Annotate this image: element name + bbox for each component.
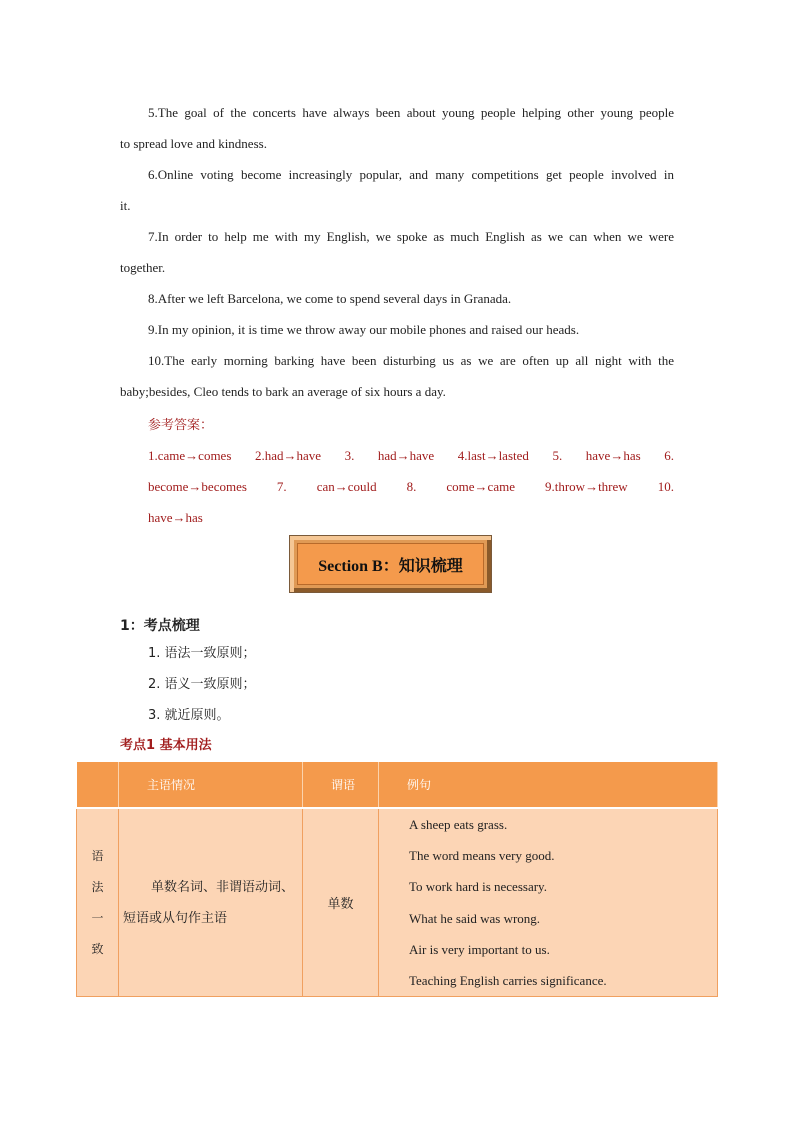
example-sentence: What he said was wrong. bbox=[409, 910, 541, 926]
sentence-7-line2: together. bbox=[120, 260, 166, 275]
table-row bbox=[77, 808, 718, 997]
example-sentence: Air is very important to us. bbox=[409, 941, 550, 957]
point-item-2: 2. 语义一致原则； bbox=[148, 677, 256, 692]
example-sentence: Teaching English carries significance. bbox=[409, 973, 607, 989]
point-item-3: 3. 就近原则。 bbox=[148, 708, 230, 723]
answer-token: 8. bbox=[406, 479, 417, 494]
answers-line-3 bbox=[148, 502, 203, 533]
example-sentence: The word means very good. bbox=[409, 848, 555, 864]
answer-token: 7. bbox=[276, 479, 287, 494]
predicate-cell bbox=[303, 808, 379, 997]
answer-token: have→has bbox=[148, 510, 203, 525]
sentence-5-line2: to spread love and kindness. bbox=[120, 136, 267, 151]
answer-token: 2.had→have bbox=[254, 448, 322, 463]
subject-text: 单数名词、非谓语动词、短语或从句作主语 bbox=[123, 879, 295, 926]
sentence-9: 9.In my opinion, it is time we throw away our mobile phones and raised our heads. bbox=[148, 322, 580, 337]
category-char: 法 bbox=[91, 879, 104, 894]
sentence-10-line1: 10.The early morning barking have been disturbing us as we are often up all night with the bbox=[148, 353, 674, 368]
answer-token: 9.throw→threw bbox=[544, 479, 628, 494]
header-cell-blank bbox=[77, 762, 119, 808]
category-cell bbox=[77, 808, 119, 997]
examples-cell bbox=[379, 808, 718, 997]
answer-token: become→becomes bbox=[148, 479, 247, 494]
category-char: 语 bbox=[91, 848, 104, 863]
subject-cell bbox=[119, 808, 303, 997]
table-header-row bbox=[77, 762, 718, 808]
answer-token: come→came bbox=[446, 479, 515, 494]
answer-token: have→has bbox=[585, 448, 641, 463]
answers-line-1 bbox=[148, 440, 674, 471]
sentence-6 bbox=[120, 159, 674, 221]
answer-token: 5. bbox=[552, 448, 563, 463]
kaodian-title: 考点1 基本用法 bbox=[120, 738, 212, 753]
sentence-7-line1: 7.In order to help me with my English, we spoke as much English as we can when we were bbox=[148, 229, 674, 244]
sentence-5-line1: 5.The goal of the concerts have always been about young people helping other young people bbox=[148, 105, 674, 120]
category-char: 致 bbox=[91, 941, 104, 956]
header-cell-examples: 例句 bbox=[379, 762, 718, 808]
answers-line-2 bbox=[148, 471, 674, 502]
example-sentence: To work hard is necessary. bbox=[409, 879, 547, 895]
sentence-10 bbox=[120, 345, 674, 407]
sentence-7 bbox=[120, 221, 674, 283]
sentence-5 bbox=[120, 97, 674, 159]
section-b-banner bbox=[289, 535, 492, 593]
point-item-1: 1. 语法一致原则； bbox=[148, 646, 256, 661]
answer-token: 4.last→lasted bbox=[457, 448, 529, 463]
category-char: 一 bbox=[91, 910, 104, 925]
sentence-10-line2: baby;besides, Cleo tends to bark an average of six hours a day. bbox=[120, 384, 446, 399]
answers-title: 参考答案： bbox=[148, 418, 214, 433]
answer-token: had→have bbox=[377, 448, 435, 463]
grammar-table bbox=[76, 762, 718, 997]
sentence-8: 8.After we left Barcelona, we come to spend several days in Granada. bbox=[148, 291, 512, 306]
header-cell-predicate: 谓语 bbox=[303, 762, 379, 808]
answer-token: 1.came→comes bbox=[148, 448, 232, 463]
points-heading: 1：考点梳理 bbox=[120, 618, 200, 634]
example-sentence: A sheep eats grass. bbox=[409, 817, 508, 832]
sentence-6-line1: 6.Online voting become increasingly popular, and many competitions get people involved in bbox=[148, 167, 674, 182]
sentence-6-line2: it. bbox=[120, 198, 131, 213]
answer-token: can→could bbox=[316, 479, 377, 494]
header-cell-subject: 主语情况 bbox=[119, 762, 303, 808]
answer-token: 3. bbox=[344, 448, 355, 463]
answer-token: 6. bbox=[664, 448, 674, 463]
section-b-title: Section B：知识梳理 bbox=[318, 557, 463, 575]
predicate-text: 单数 bbox=[327, 897, 354, 913]
answer-token: 10. bbox=[657, 479, 674, 494]
